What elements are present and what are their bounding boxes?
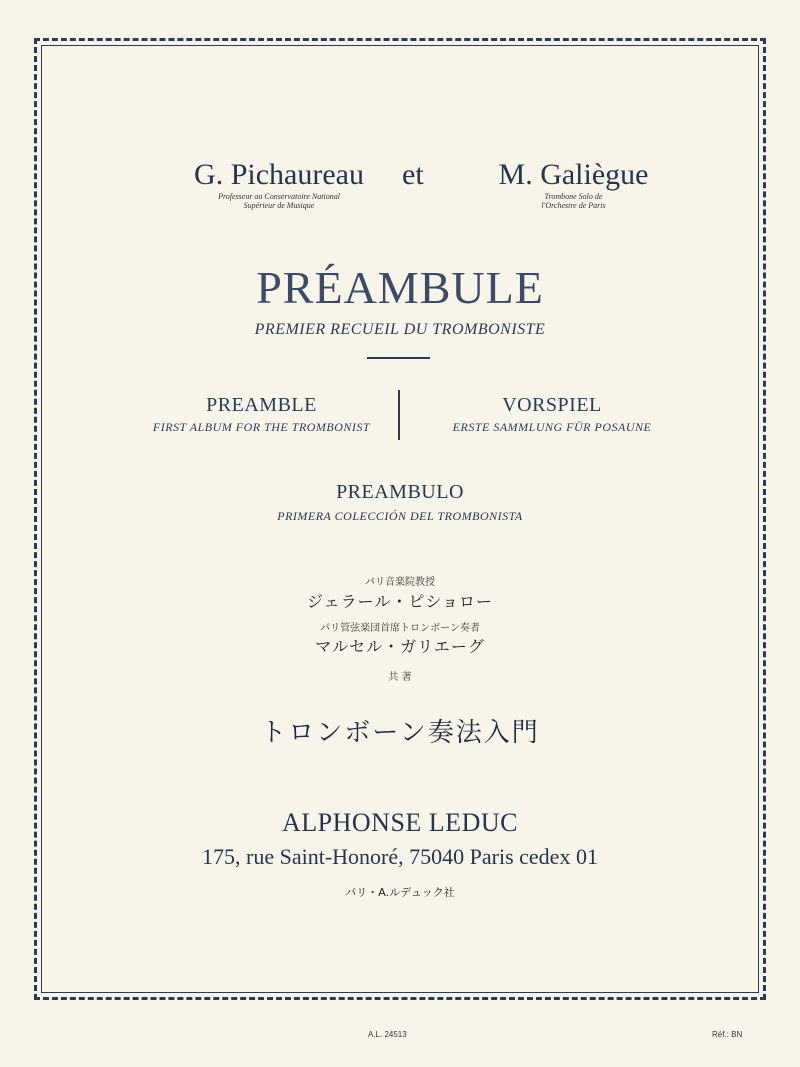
jp-author2-role: パリ管弦楽団首席トロンボーン奏者 [320,623,480,634]
catalog-number: A.L. 24513 [368,1030,407,1039]
main-title: PRÉAMBULE [256,262,544,313]
divider-rule [367,357,430,359]
main-subtitle: PREMIER RECUEIL DU TROMBONISTE [254,321,546,338]
author-galiegue [486,158,661,210]
author-name: G. Pichaureau [194,158,364,191]
jp-title: トロンボーン奏法入門 [260,718,540,748]
german-subtitle: ERSTE SAMMLUNG FÜR POSAUNE [452,420,652,434]
title-page [34,38,766,1000]
german-title: VORSPIEL [502,394,602,416]
conjunction: et [402,158,424,191]
english-subtitle: FIRST ALBUM FOR THE TROMBONIST [152,420,371,434]
publisher-name: ALPHONSE LEDUC [282,808,518,837]
publisher-address: 175, rue Saint-Honoré, 75040 Paris cedex 01 [202,844,598,869]
author-description-line: Professeur au Conservatoire National [218,192,340,201]
reference-code: Réf.: BN [712,1030,743,1039]
vertical-divider [398,390,400,440]
german-title-block [407,394,697,435]
jp-author1-role: パリ音楽院教授 [365,577,435,588]
author-pichaureau [184,158,374,210]
jp-author2-name: マルセル・ガリエーグ [315,637,485,656]
spanish-subtitle: PRIMERA COLECCIÓN DEL TROMBONISTA [277,509,523,523]
author-description-line: Trombone Solo de [544,192,603,201]
english-title: PREAMBLE [206,394,317,416]
spanish-title: PREAMBULO [336,481,464,503]
jp-coauthored: 共 著 [388,672,412,683]
publisher-japanese-name: パリ・A.ルデュック社 [345,886,455,899]
jp-author1-name: ジェラール・ピショロー [306,592,494,611]
english-title-block [124,394,399,435]
author-description-line: Supérieur de Musique [243,201,315,210]
author-name: M. Galiègue [498,158,649,191]
author-description-line: l'Orchestre de Paris [541,201,606,210]
